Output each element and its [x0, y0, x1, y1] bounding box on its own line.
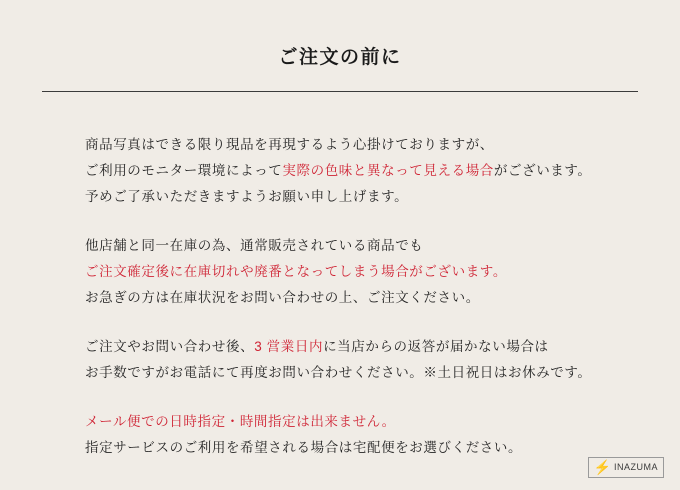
- logo-frame: [588, 457, 664, 478]
- brand-logo: [588, 457, 664, 478]
- text-segment: ご注文やお問い合わせ後、: [85, 339, 255, 354]
- document-body: [0, 92, 680, 461]
- text-line: 予めご了承いただきますようお願い申し上げます。: [85, 189, 409, 204]
- text-segment: に当店からの返答が届かない場合は: [323, 339, 549, 354]
- text-line: 他店舗と同一在庫の為、通常販売されている商品でも: [85, 238, 424, 253]
- lightning-bolt-icon: ⚡: [593, 459, 611, 475]
- text-line-highlight: ご注文確定後に在庫切れや廃番となってしまう場合がございます。: [85, 264, 507, 279]
- paragraph-1: [85, 132, 680, 210]
- text-segment: がございます。: [493, 163, 592, 178]
- text-segment: ご利用のモニター環境によって: [85, 163, 283, 178]
- text-line: お急ぎの方は在庫状況をお問い合わせの上、ご注文ください。: [85, 290, 480, 305]
- paragraph-4: [85, 409, 680, 461]
- text-line: 指定サービスのご利用を希望される場合は宅配便をお選びください。: [85, 440, 523, 455]
- logo-text: INAZUMA: [614, 462, 658, 472]
- text-line: [85, 158, 680, 184]
- text-line: お手数ですがお電話にて再度お問い合わせください。※土日祝日はお休みです。: [85, 365, 592, 380]
- page-title: ご注文の前に: [278, 47, 402, 68]
- paragraph-2: [85, 233, 680, 311]
- text-segment-highlight: 3 営業日内: [254, 339, 324, 354]
- text-line-highlight: メール便での日時指定・時間指定は出来ません。: [85, 414, 396, 429]
- paragraph-3: [85, 334, 680, 386]
- text-line: 商品写真はできる限り現品を再現するよう心掛けておりますが、: [85, 137, 494, 152]
- text-segment-highlight: 実際の色味と異なって見える場合: [282, 163, 494, 178]
- text-line: [85, 334, 680, 360]
